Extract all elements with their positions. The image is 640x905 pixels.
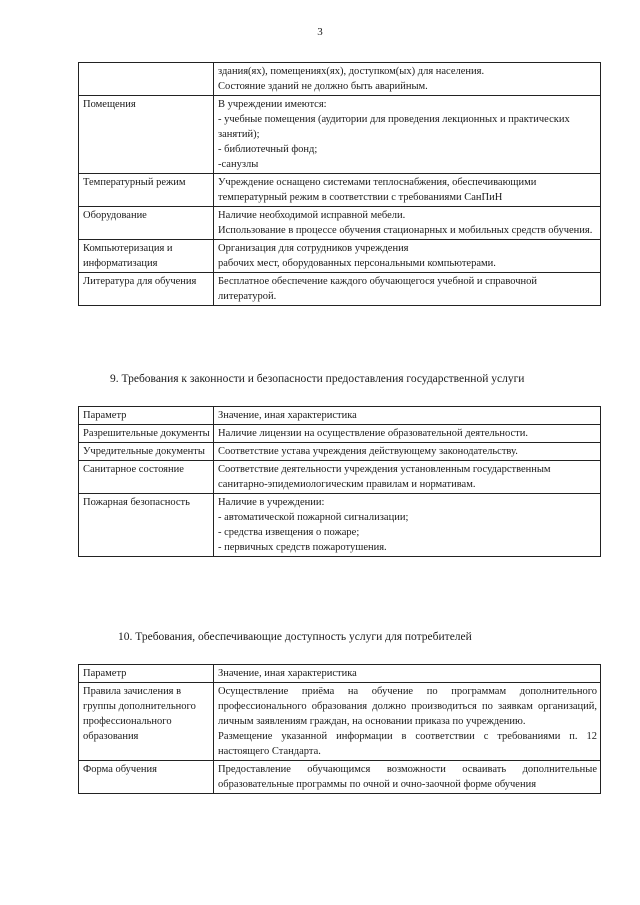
row-value — [214, 443, 601, 461]
header-param: Параметр — [79, 407, 214, 425]
row-param — [79, 63, 214, 96]
value-line: Состояние зданий не должно быть аварийным. — [218, 81, 428, 92]
header-param: Параметр — [79, 665, 214, 683]
table-row — [79, 761, 601, 794]
section-10-heading: 10. Требования, обеспечивающие доступность услуги для потребителей — [118, 631, 472, 643]
value-line: Бесплатное обеспечение каждого обучающегося учебной и справочной литературой. — [218, 276, 537, 302]
value-line: - средства извещения о пожаре; — [218, 527, 360, 538]
row-param: Литература для обучения — [79, 273, 214, 306]
table-row — [79, 273, 601, 306]
value-line: рабочих мест, оборудованных персональными компьютерами. — [218, 258, 496, 269]
row-param: Температурный режим — [79, 174, 214, 207]
value-line: Организация для сотрудников учреждения — [218, 243, 409, 254]
header-value: Значение, иная характеристика — [214, 407, 601, 425]
table-row — [79, 207, 601, 240]
row-param: Пожарная безопасность — [79, 494, 214, 557]
table-header-row — [79, 407, 601, 425]
row-param: Форма обучения — [79, 761, 214, 794]
row-value — [214, 207, 601, 240]
table-row — [79, 494, 601, 557]
value-line: Использование в процессе обучения стационарных и мобильных средств обучения. — [218, 225, 593, 236]
value-line: Осуществление приёма на обучение по программам дополнительного профессионального образования должно производиться по заявкам организаций, личным заявлениям граждан, на основании приказа по учреждению. — [218, 686, 597, 727]
row-value — [214, 63, 601, 96]
row-param: Учредительные документы — [79, 443, 214, 461]
table-row — [79, 63, 601, 96]
value-line: Наличие лицензии на осуществление образовательной деятельности. — [218, 428, 529, 439]
value-line: Соответствие устава учреждения действующему законодательству. — [218, 446, 518, 457]
row-param: Разрешительные документы — [79, 425, 214, 443]
value-line: Наличие в учреждении: — [218, 497, 325, 508]
row-param: Оборудование — [79, 207, 214, 240]
header-value: Значение, иная характеристика — [214, 665, 601, 683]
section-9-heading: 9. Требования к законности и безопасности предоставления государственной услуги — [110, 373, 525, 385]
row-value — [214, 683, 601, 761]
table-row — [79, 461, 601, 494]
table-header-row — [79, 665, 601, 683]
value-line: Соответствие деятельности учреждения установленным государственным санитарно-эпидемиологическим правилам и нормативам. — [218, 464, 551, 490]
row-value — [214, 761, 601, 794]
row-value — [214, 273, 601, 306]
row-value — [214, 425, 601, 443]
row-value — [214, 461, 601, 494]
row-value — [214, 494, 601, 557]
value-line: Наличие необходимой исправной мебели. — [218, 210, 406, 221]
table-row — [79, 683, 601, 761]
value-line: - первичных средств пожаротушения. — [218, 542, 387, 553]
table-row — [79, 425, 601, 443]
value-line: - библиотечный фонд; — [218, 144, 318, 155]
value-line: -санузлы — [218, 159, 259, 170]
table-row — [79, 443, 601, 461]
facilities-table — [78, 62, 601, 306]
row-value — [214, 96, 601, 174]
page-number: 3 — [317, 26, 323, 38]
table-row — [79, 240, 601, 273]
value-line: Размещение указанной информации в соответствии с требованиями п. 12 настоящего Стандарта. — [218, 731, 597, 757]
row-param: Помещения — [79, 96, 214, 174]
table-row — [79, 96, 601, 174]
table-row — [79, 174, 601, 207]
row-param: Правила зачисления в группы дополнительного профессионального образования — [79, 683, 214, 761]
row-param: Компьютеризация и информатизация — [79, 240, 214, 273]
value-line: В учреждении имеются: — [218, 99, 327, 110]
row-param: Санитарное состояние — [79, 461, 214, 494]
value-line: здания(ях), помещениях(ях), доступком(ых) для населения. — [218, 66, 485, 77]
row-value — [214, 174, 601, 207]
value-line: Учреждение оснащено системами теплоснабжения, обеспечивающими температурный режим в соответствии с требованиями СанПиН — [218, 177, 537, 203]
row-value — [214, 240, 601, 273]
accessibility-table — [78, 664, 601, 794]
value-line: Предоставление обучающимся возможности осваивать дополнительные образовательные программы по очной и очно-заочной форме обучения — [218, 764, 597, 790]
value-line: - учебные помещения (аудитории для проведения лекционных и практических занятий); — [218, 114, 570, 140]
value-line: - автоматической пожарной сигнализации; — [218, 512, 409, 523]
legality-safety-table — [78, 406, 601, 557]
